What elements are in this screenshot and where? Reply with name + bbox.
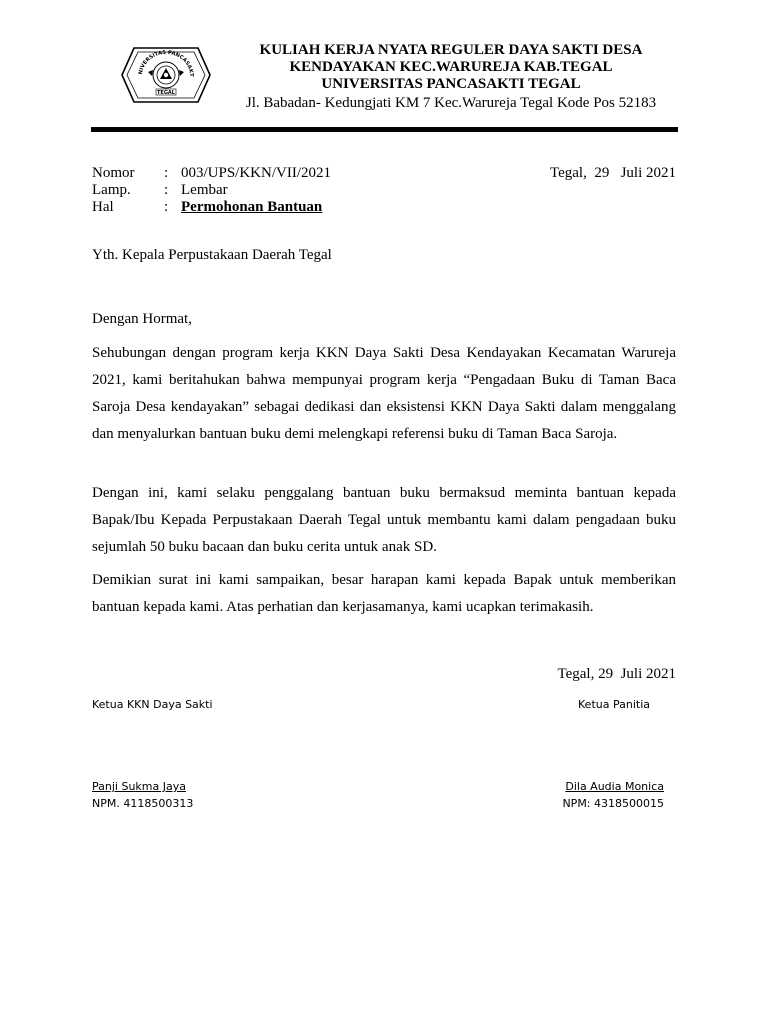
hal-label: Hal [92, 199, 114, 215]
logo-bottom-text: TEGAL [157, 90, 175, 96]
signature-right-npm: NPM: 4318500015 [562, 797, 664, 810]
paragraph-2: Dengan ini, kami selaku penggalang bantuan buku bermaksud meminta bantuan kepada Bapak/Ibu Kepada Perpustakaan Daerah Tegal untuk membantu kami dalam pengadaan buku sejumlah 50 buku bacaan dan buku cerita untuk anak SD. [92, 485, 676, 555]
paragraph-1: Sehubungan dengan program kerja KKN Daya Sakti Desa Kendayakan Kecamatan Warureja 2021, kami beritahukan bahwa mempunyai program kerja “Pengadaan Buku di Taman Baca Saroja Desa kendayakan” sebagai dedikasi dan eksistensi KKN Daya Sakti dalam menggalang dan menyalurkan bantuan buku demi melengkapi referensi buku di Taman Baca Saroja. [92, 345, 676, 442]
nomor-label: Nomor [92, 165, 135, 181]
meta-row-lamp [92, 182, 331, 199]
letterhead-divider [91, 127, 678, 132]
letter-place-date: Tegal, 29 Juli 2021 [549, 165, 676, 181]
signature-right-title: Ketua Panitia [578, 698, 650, 711]
lamp-colon: : [164, 182, 169, 198]
nomor-value: 003/UPS/KKN/VII/2021 [181, 165, 332, 181]
lamp-value: Lembar [181, 182, 228, 198]
hal-value: Permohonan Bantuan [181, 199, 323, 215]
recipient: Yth. Kepala Perpustakaan Daerah Tegal [92, 247, 332, 263]
letterhead-address: Jl. Babadan- Kedungjati KM 7 Kec.Warureja Tegal Kode Pos 52183 [245, 95, 657, 111]
university-seal-logo [120, 42, 212, 108]
signature-left-title: Ketua KKN Daya Sakti [92, 698, 213, 711]
logo-top-text: NIVERSITAS PANCASAKT [137, 49, 195, 77]
lamp-label: Lamp. [92, 182, 131, 198]
signature-right-name-text: Dila Audia Monica [565, 780, 664, 793]
signature-right-name [480, 780, 664, 793]
meta-row-nomor [92, 165, 331, 182]
letterhead-line-2: KENDAYAKAN KEC.WARUREJA KAB.TEGAL [289, 59, 613, 75]
nomor-colon: : [164, 165, 169, 181]
letterhead-line-3: UNIVERSITAS PANCASAKTI TEGAL [321, 76, 581, 92]
signature-left-name-text: Panji Sukma Jaya [92, 780, 186, 793]
meta-row-hal [92, 199, 331, 216]
signature-left-npm: NPM. 4118500313 [92, 797, 194, 810]
letter-meta [92, 165, 331, 216]
signature-left-name [92, 780, 186, 793]
hal-colon: : [164, 199, 169, 215]
paragraph-3: Demikian surat ini kami sampaikan, besar harapan kami kepada Bapak untuk memberikan bantuan kepada kami. Atas perhatian dan kerjasamanya, kami ucapkan terimakasih. [92, 572, 676, 615]
letterhead-line-1: KULIAH KERJA NYATA REGULER DAYA SAKTI DESA [259, 42, 643, 58]
closing-date: Tegal, 29 Juli 2021 [557, 666, 676, 682]
greeting: Dengan Hormat, [92, 311, 192, 327]
letterhead [216, 42, 686, 112]
